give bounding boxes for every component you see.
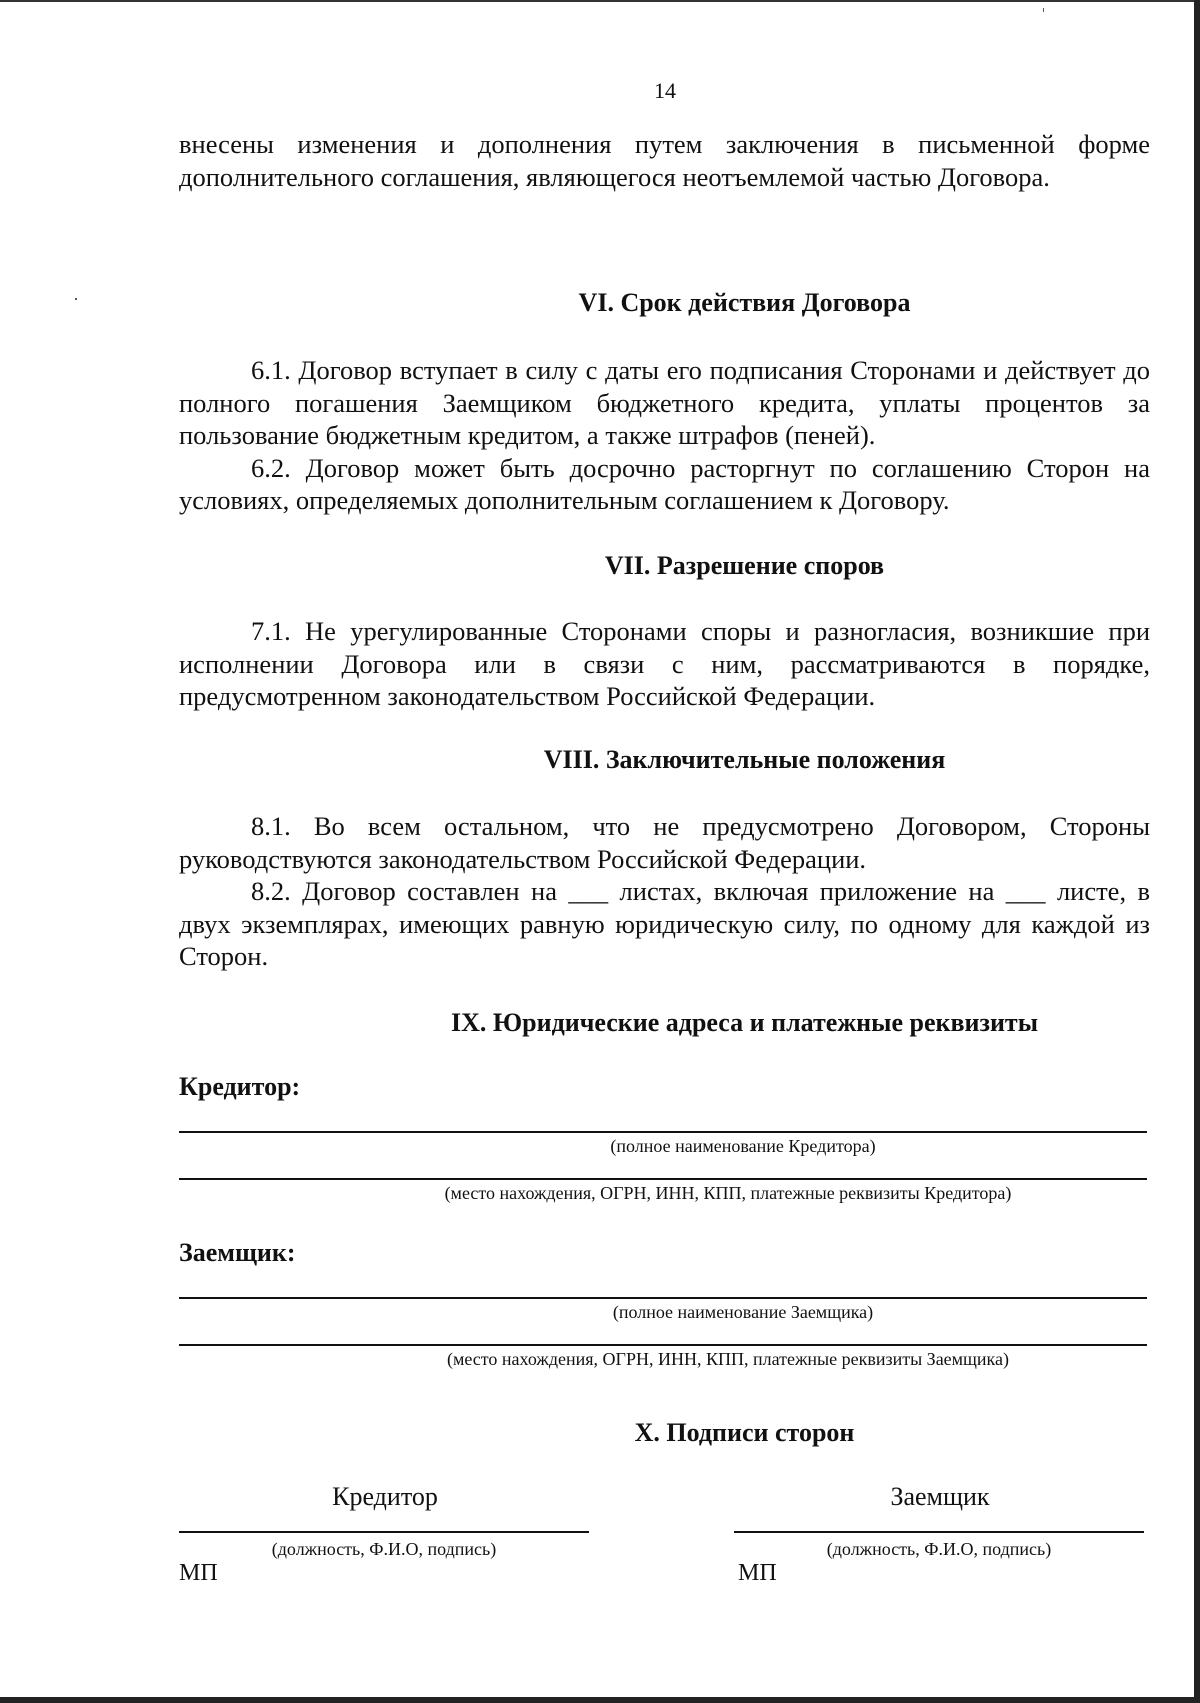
borrower-signature-line bbox=[734, 1531, 1144, 1533]
borrower-signature-title: Заемщик bbox=[890, 1482, 990, 1511]
scan-top-edge bbox=[0, 0, 1200, 2]
creditor-details-caption: (место нахождения, ОГРН, ИНН, КПП, платежные реквизиты Кредитора) bbox=[444, 1183, 1012, 1203]
creditor-details-line bbox=[179, 1178, 1147, 1180]
intro-text: внесены изменения и дополнения путем заключения в письменной форме дополнительного соглашения, являющегося неотъемлемой частью Договора. bbox=[179, 129, 1150, 192]
borrower-name-caption: (полное наименование Заемщика) bbox=[612, 1302, 874, 1322]
clause-8-1: 8.1. Во всем остальном, что не предусмотрено Договором, Стороны руководствуются законодательством Российской Федерации. bbox=[179, 811, 1150, 874]
creditor-signature-line bbox=[179, 1531, 589, 1533]
creditor-signature-caption: (должность, Ф.И.О, подпись) bbox=[271, 1539, 497, 1559]
borrower-details-line bbox=[179, 1344, 1147, 1346]
section-8-body bbox=[179, 810, 1150, 973]
page-number: 14 bbox=[654, 78, 676, 103]
scan-speck bbox=[1043, 8, 1044, 12]
section-6-title: VI. Срок действия Договора bbox=[578, 288, 911, 317]
clause-6-1: 6.1. Договор вступает в силу с даты его подписания Сторонами и действует до полного погашения Заемщиком бюджетного кредита, уплаты процентов за пользование бюджетным кредитом, а также штрафов (пеней). bbox=[179, 355, 1150, 450]
section-6-body bbox=[179, 354, 1150, 517]
scan-speck bbox=[75, 298, 77, 300]
creditor-name-caption: (полное наименование Кредитора) bbox=[610, 1136, 876, 1156]
clause-6-2: 6.2. Договор может быть досрочно расторгнут по соглашению Сторон на условиях, определяемых дополнительным соглашением к Договору. bbox=[179, 452, 1150, 515]
scan-right-edge bbox=[1194, 0, 1200, 1703]
clause-8-2: 8.2. Договор составлен на ___ листах, включая приложение на ___ листе, в двух экземплярах, имеющих равную юридическую силу, по одному для каждой из Сторон. bbox=[179, 876, 1150, 971]
borrower-stamp-place: МП bbox=[738, 1560, 777, 1586]
scan-bottom-edge bbox=[0, 1697, 1200, 1703]
borrower-label: Заемщик: bbox=[179, 1238, 296, 1267]
intro-paragraph bbox=[179, 128, 1150, 193]
section-7-body bbox=[179, 615, 1150, 713]
borrower-details-caption: (место нахождения, ОГРН, ИНН, КПП, платежные реквизиты Заемщика) bbox=[446, 1349, 1010, 1369]
creditor-stamp-place: МП bbox=[179, 1560, 218, 1586]
section-8-title: VIII. Заключительные положения bbox=[543, 745, 946, 774]
borrower-signature-caption: (должность, Ф.И.О, подпись) bbox=[826, 1539, 1052, 1559]
section-10-title: X. Подписи сторон bbox=[634, 1418, 855, 1447]
creditor-label: Кредитор: bbox=[179, 1072, 301, 1101]
creditor-name-line bbox=[179, 1131, 1147, 1133]
borrower-name-line bbox=[179, 1297, 1147, 1299]
section-7-title: VII. Разрешение споров bbox=[604, 551, 885, 580]
section-9-title: IX. Юридические адреса и платежные реквизиты bbox=[451, 1008, 1038, 1037]
creditor-signature-title: Кредитор bbox=[332, 1482, 438, 1511]
clause-7-1: 7.1. Не урегулированные Сторонами споры и разногласия, возникшие при исполнении Договора или в связи с ним, рассматриваются в порядке, предусмотренном законодательством Российской Федерации. bbox=[179, 616, 1150, 711]
